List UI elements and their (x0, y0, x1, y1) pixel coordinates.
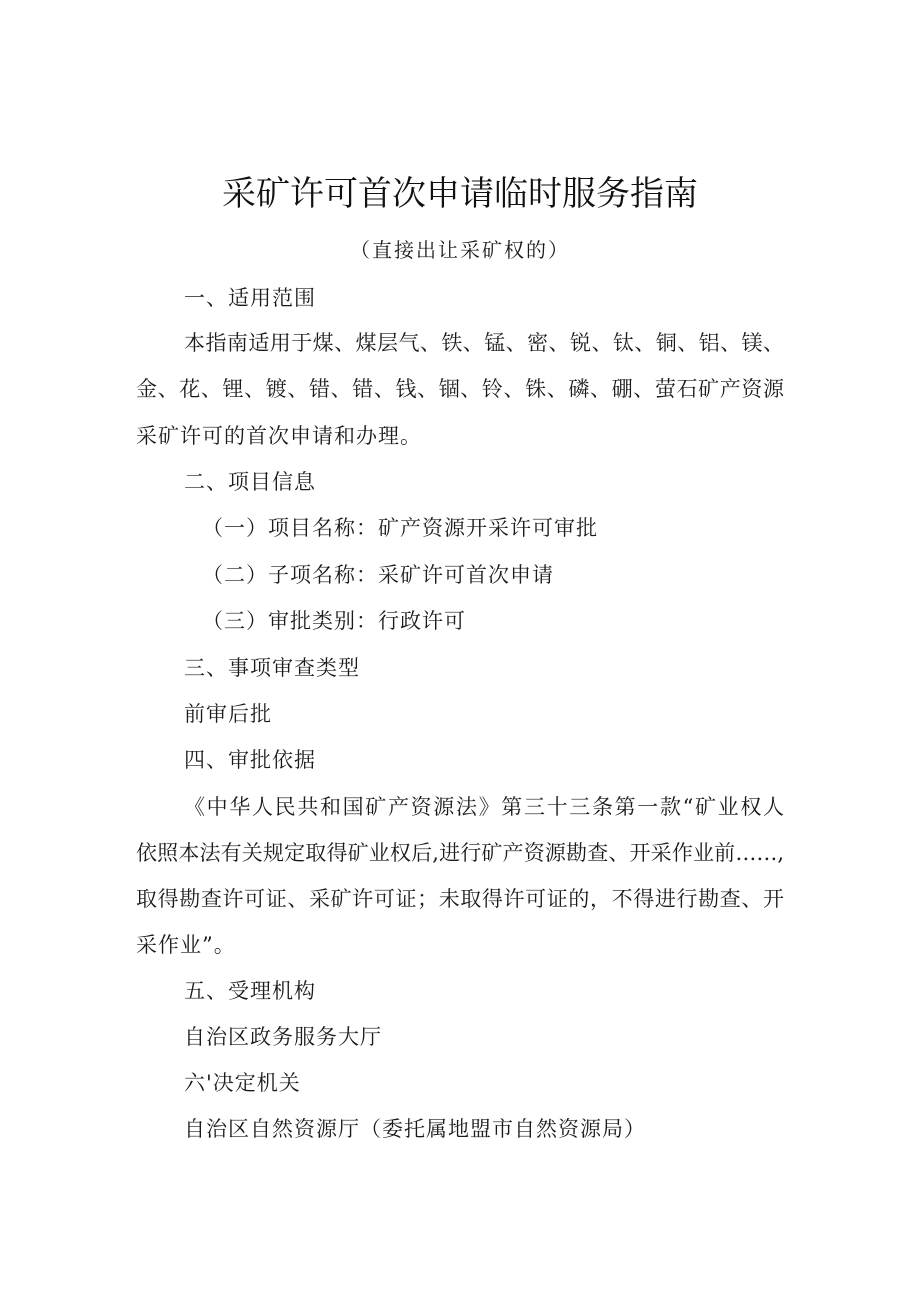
scope-text-line-2: 金、花、锂、镀、错、错、钱、锢、铃、铢、磷、硼、萤石矿产资源 (136, 377, 784, 401)
basis-text-line-4: 采作业”。 (136, 933, 236, 957)
document-subtitle: （直接出让采矿权的） (350, 238, 570, 262)
review-type-value: 前审后批 (184, 702, 272, 726)
section-scope-heading: 一、适用范围 (184, 286, 316, 310)
section-basis-heading: 四、审批依据 (184, 748, 316, 772)
scope-text-line-3: 采矿许可的首次申请和办理。 (136, 424, 422, 448)
decision-org-value: 自治区自然资源厅（委托属地盟市自然资源局） (184, 1117, 646, 1141)
section-accept-heading: 五、受理机构 (184, 979, 316, 1003)
basis-text-line-1: 《中华人民共和国矿产资源法》第三十三条第一款“矿业权人 (184, 795, 784, 819)
accept-org-value: 自治区政务服务大厅 (184, 1025, 382, 1049)
project-item-3: （三）审批类别：行政许可 (202, 609, 466, 633)
basis-text-line-3: 取得勘查许可证、采矿许可证；未取得许可证的，不得进行勘查、开 (136, 887, 784, 911)
project-item-1: （一）项目名称：矿产资源开采许可审批 (202, 516, 598, 540)
section-review-heading: 三、事项审查类型 (184, 656, 360, 680)
section-project-heading: 二、项目信息 (184, 470, 316, 494)
document-title: 采矿许可首次申请临时服务指南 (222, 174, 698, 214)
project-item-2: （二）子项名称：采矿许可首次申请 (202, 563, 554, 587)
section-decision-heading: 六'决定机关 (184, 1071, 301, 1095)
basis-text-line-2: 依照本法有关规定取得矿业权后,进行矿产资源勘查、开采作业前……, (136, 841, 784, 865)
scope-text-line-1: 本指南适用于煤、煤层气、铁、锰、密、锐、钛、铜、铝、镁、 (184, 331, 784, 355)
